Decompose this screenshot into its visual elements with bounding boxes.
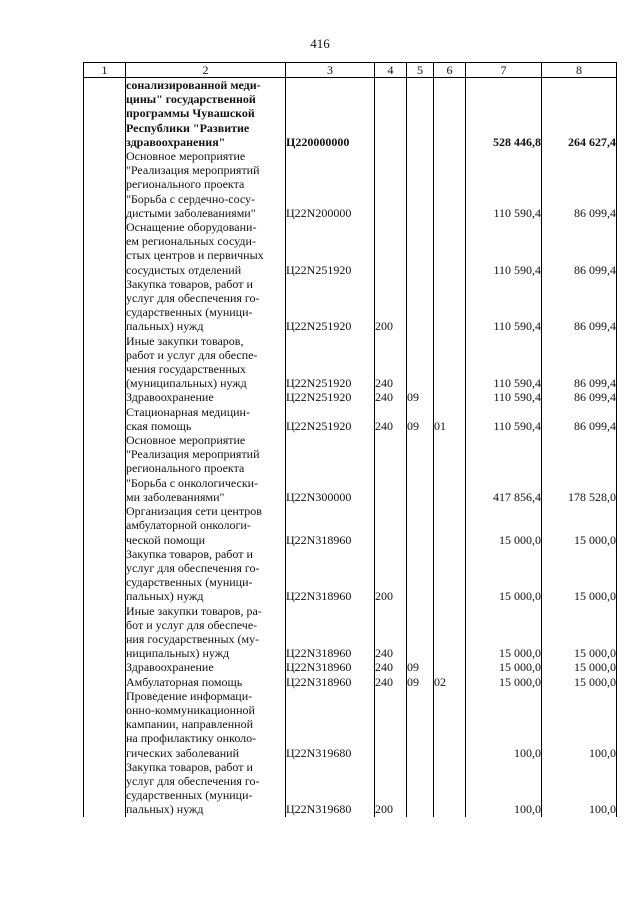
row-c5 — [407, 149, 434, 220]
header-row — [84, 63, 617, 78]
row-name: Закупка товаров, работ и услуг для обеспечения го- сударственных (муници- пальных) нужд — [126, 547, 286, 604]
row-code: Ц220000000 — [286, 78, 375, 150]
row-code: Ц22N300000 — [286, 433, 375, 504]
table-row — [84, 149, 617, 220]
empty-cell — [84, 433, 126, 504]
row-c6 — [434, 547, 466, 604]
row-c8: 15 000,0 — [542, 660, 617, 674]
column-header-2: 2 — [126, 63, 286, 78]
row-c6: 02 — [434, 675, 466, 689]
row-c7: 15 000,0 — [466, 675, 542, 689]
row-c4: 240 — [375, 405, 407, 433]
row-c4 — [375, 689, 407, 760]
table-row — [84, 220, 617, 277]
row-name: Иные закупки товаров, ра- бот и услуг для обеспече- ния государственных (му- ниципальных) нужд — [126, 604, 286, 661]
empty-cell — [84, 334, 126, 391]
row-c4 — [375, 149, 407, 220]
table-row — [84, 689, 617, 760]
row-c6 — [434, 604, 466, 661]
table-row — [84, 405, 617, 433]
row-c7: 110 590,4 — [466, 149, 542, 220]
table-row — [84, 660, 617, 674]
table-row — [84, 504, 617, 547]
row-c7: 417 856,4 — [466, 433, 542, 504]
row-c7: 110 590,4 — [466, 390, 542, 404]
row-c5 — [407, 220, 434, 277]
row-c5: 09 — [407, 660, 434, 674]
row-name: Проведение информаци- онно-коммуникационной кампании, направленной на профилактику онколо- гических заболеваний — [126, 689, 286, 760]
row-c8: 15 000,0 — [542, 675, 617, 689]
row-c8: 15 000,0 — [542, 504, 617, 547]
row-name: Здравоохранение — [126, 660, 286, 674]
row-name: Закупка товаров, работ и услуг для обеспечения го- сударственных (муници- пальных) нужд — [126, 277, 286, 334]
row-c6 — [434, 689, 466, 760]
row-c5 — [407, 689, 434, 760]
row-c5 — [407, 334, 434, 391]
row-c4 — [375, 504, 407, 547]
empty-cell — [84, 220, 126, 277]
empty-cell — [84, 504, 126, 547]
row-c4: 240 — [375, 675, 407, 689]
row-c5 — [407, 78, 434, 150]
row-code: Ц22N251920 — [286, 334, 375, 391]
row-name: Основное мероприятие "Реализация мероприятий регионального проекта "Борьба с сердечно-сосу- дистыми заболеваниями" — [126, 149, 286, 220]
column-header-1: 1 — [84, 63, 126, 78]
row-c7: 110 590,4 — [466, 220, 542, 277]
empty-cell — [84, 277, 126, 334]
empty-cell — [84, 760, 126, 817]
row-name: Закупка товаров, работ и услуг для обеспечения го- сударственных (муници- пальных) нужд — [126, 760, 286, 817]
row-name: Организация сети центров амбулаторной онкологи- ческой помощи — [126, 504, 286, 547]
row-c5: 09 — [407, 675, 434, 689]
row-name: Основное мероприятие "Реализация мероприятий регионального проекта "Борьба с онкологически- ми заболеваниями" — [126, 433, 286, 504]
table-row — [84, 547, 617, 604]
row-c8: 15 000,0 — [542, 604, 617, 661]
row-c7: 15 000,0 — [466, 604, 542, 661]
row-c8: 86 099,4 — [542, 277, 617, 334]
row-c5 — [407, 433, 434, 504]
row-c4 — [375, 220, 407, 277]
row-code: Ц22N251920 — [286, 405, 375, 433]
row-c4: 240 — [375, 660, 407, 674]
row-c4: 240 — [375, 604, 407, 661]
row-c8: 86 099,4 — [542, 334, 617, 391]
table-header — [84, 63, 617, 78]
row-name: Стационарная медицин- ская помощь — [126, 405, 286, 433]
empty-cell — [84, 675, 126, 689]
empty-cell — [84, 149, 126, 220]
row-c5 — [407, 277, 434, 334]
row-c7: 15 000,0 — [466, 660, 542, 674]
row-c7: 110 590,4 — [466, 334, 542, 391]
row-code: Ц22N318960 — [286, 660, 375, 674]
row-code: Ц22N251920 — [286, 220, 375, 277]
row-c4 — [375, 433, 407, 504]
table-row — [84, 675, 617, 689]
table-row — [84, 277, 617, 334]
table-row — [84, 390, 617, 404]
empty-cell — [84, 689, 126, 760]
row-c5 — [407, 604, 434, 661]
row-c6: 01 — [434, 405, 466, 433]
page-number: 416 — [310, 36, 330, 51]
empty-cell — [84, 405, 126, 433]
row-c7: 100,0 — [466, 689, 542, 760]
row-c6 — [434, 277, 466, 334]
row-code: Ц22N251920 — [286, 277, 375, 334]
row-c7: 15 000,0 — [466, 504, 542, 547]
row-c8: 178 528,0 — [542, 433, 617, 504]
table-row — [84, 334, 617, 391]
row-c6 — [434, 660, 466, 674]
row-c7: 15 000,0 — [466, 547, 542, 604]
table-row — [84, 433, 617, 504]
row-code: Ц22N318960 — [286, 675, 375, 689]
empty-cell — [84, 390, 126, 404]
table-row — [84, 760, 617, 817]
column-header-8: 8 — [542, 63, 617, 78]
row-c6 — [434, 220, 466, 277]
row-c4 — [375, 78, 407, 150]
empty-cell — [84, 604, 126, 661]
row-code: Ц22N251920 — [286, 390, 375, 404]
table-row — [84, 78, 617, 150]
row-c5: 09 — [407, 405, 434, 433]
row-c8: 86 099,4 — [542, 390, 617, 404]
row-c6 — [434, 78, 466, 150]
row-c7: 110 590,4 — [466, 277, 542, 334]
table-row — [84, 604, 617, 661]
row-c7: 110 590,4 — [466, 405, 542, 433]
column-header-3: 3 — [286, 63, 375, 78]
row-c7: 100,0 — [466, 760, 542, 817]
empty-cell — [84, 660, 126, 674]
row-code: Ц22N319680 — [286, 760, 375, 817]
row-c8: 100,0 — [542, 689, 617, 760]
table-body — [84, 78, 617, 817]
row-c6 — [434, 149, 466, 220]
column-header-5: 5 — [407, 63, 434, 78]
row-code: Ц22N319680 — [286, 689, 375, 760]
row-c8: 264 627,4 — [542, 78, 617, 150]
row-code: Ц22N318960 — [286, 604, 375, 661]
row-c6 — [434, 334, 466, 391]
row-c8: 86 099,4 — [542, 405, 617, 433]
row-c8: 100,0 — [542, 760, 617, 817]
row-c5 — [407, 504, 434, 547]
empty-cell — [84, 547, 126, 604]
row-c5: 09 — [407, 390, 434, 404]
budget-table — [83, 62, 617, 817]
row-c6 — [434, 760, 466, 817]
row-c8: 15 000,0 — [542, 547, 617, 604]
row-name: Здравоохранение — [126, 390, 286, 404]
row-c4: 240 — [375, 390, 407, 404]
row-c4: 200 — [375, 277, 407, 334]
column-header-6: 6 — [434, 63, 466, 78]
row-name: Иные закупки товаров, работ и услуг для обеспе- чения государственных (муниципальных) нужд — [126, 334, 286, 391]
row-name: Оснащение оборудовани- ем региональных сосуди- стых центров и первичных сосудистых отделений — [126, 220, 286, 277]
column-header-7: 7 — [466, 63, 542, 78]
row-c4: 200 — [375, 760, 407, 817]
row-c4: 200 — [375, 547, 407, 604]
row-name: Амбулаторная помощь — [126, 675, 286, 689]
row-c7: 528 446,8 — [466, 78, 542, 150]
row-c6 — [434, 433, 466, 504]
row-c8: 86 099,4 — [542, 220, 617, 277]
row-c5 — [407, 760, 434, 817]
row-c6 — [434, 504, 466, 547]
row-c6 — [434, 390, 466, 404]
row-c4: 240 — [375, 334, 407, 391]
row-code: Ц22N318960 — [286, 547, 375, 604]
row-c8: 86 099,4 — [542, 149, 617, 220]
row-c5 — [407, 547, 434, 604]
column-header-4: 4 — [375, 63, 407, 78]
row-code: Ц22N318960 — [286, 504, 375, 547]
row-code: Ц22N200000 — [286, 149, 375, 220]
empty-cell — [84, 78, 126, 150]
row-name: сонализированной меди- цины" государственной программы Чувашской Республики "Развитие здравоохранения" — [126, 78, 286, 150]
